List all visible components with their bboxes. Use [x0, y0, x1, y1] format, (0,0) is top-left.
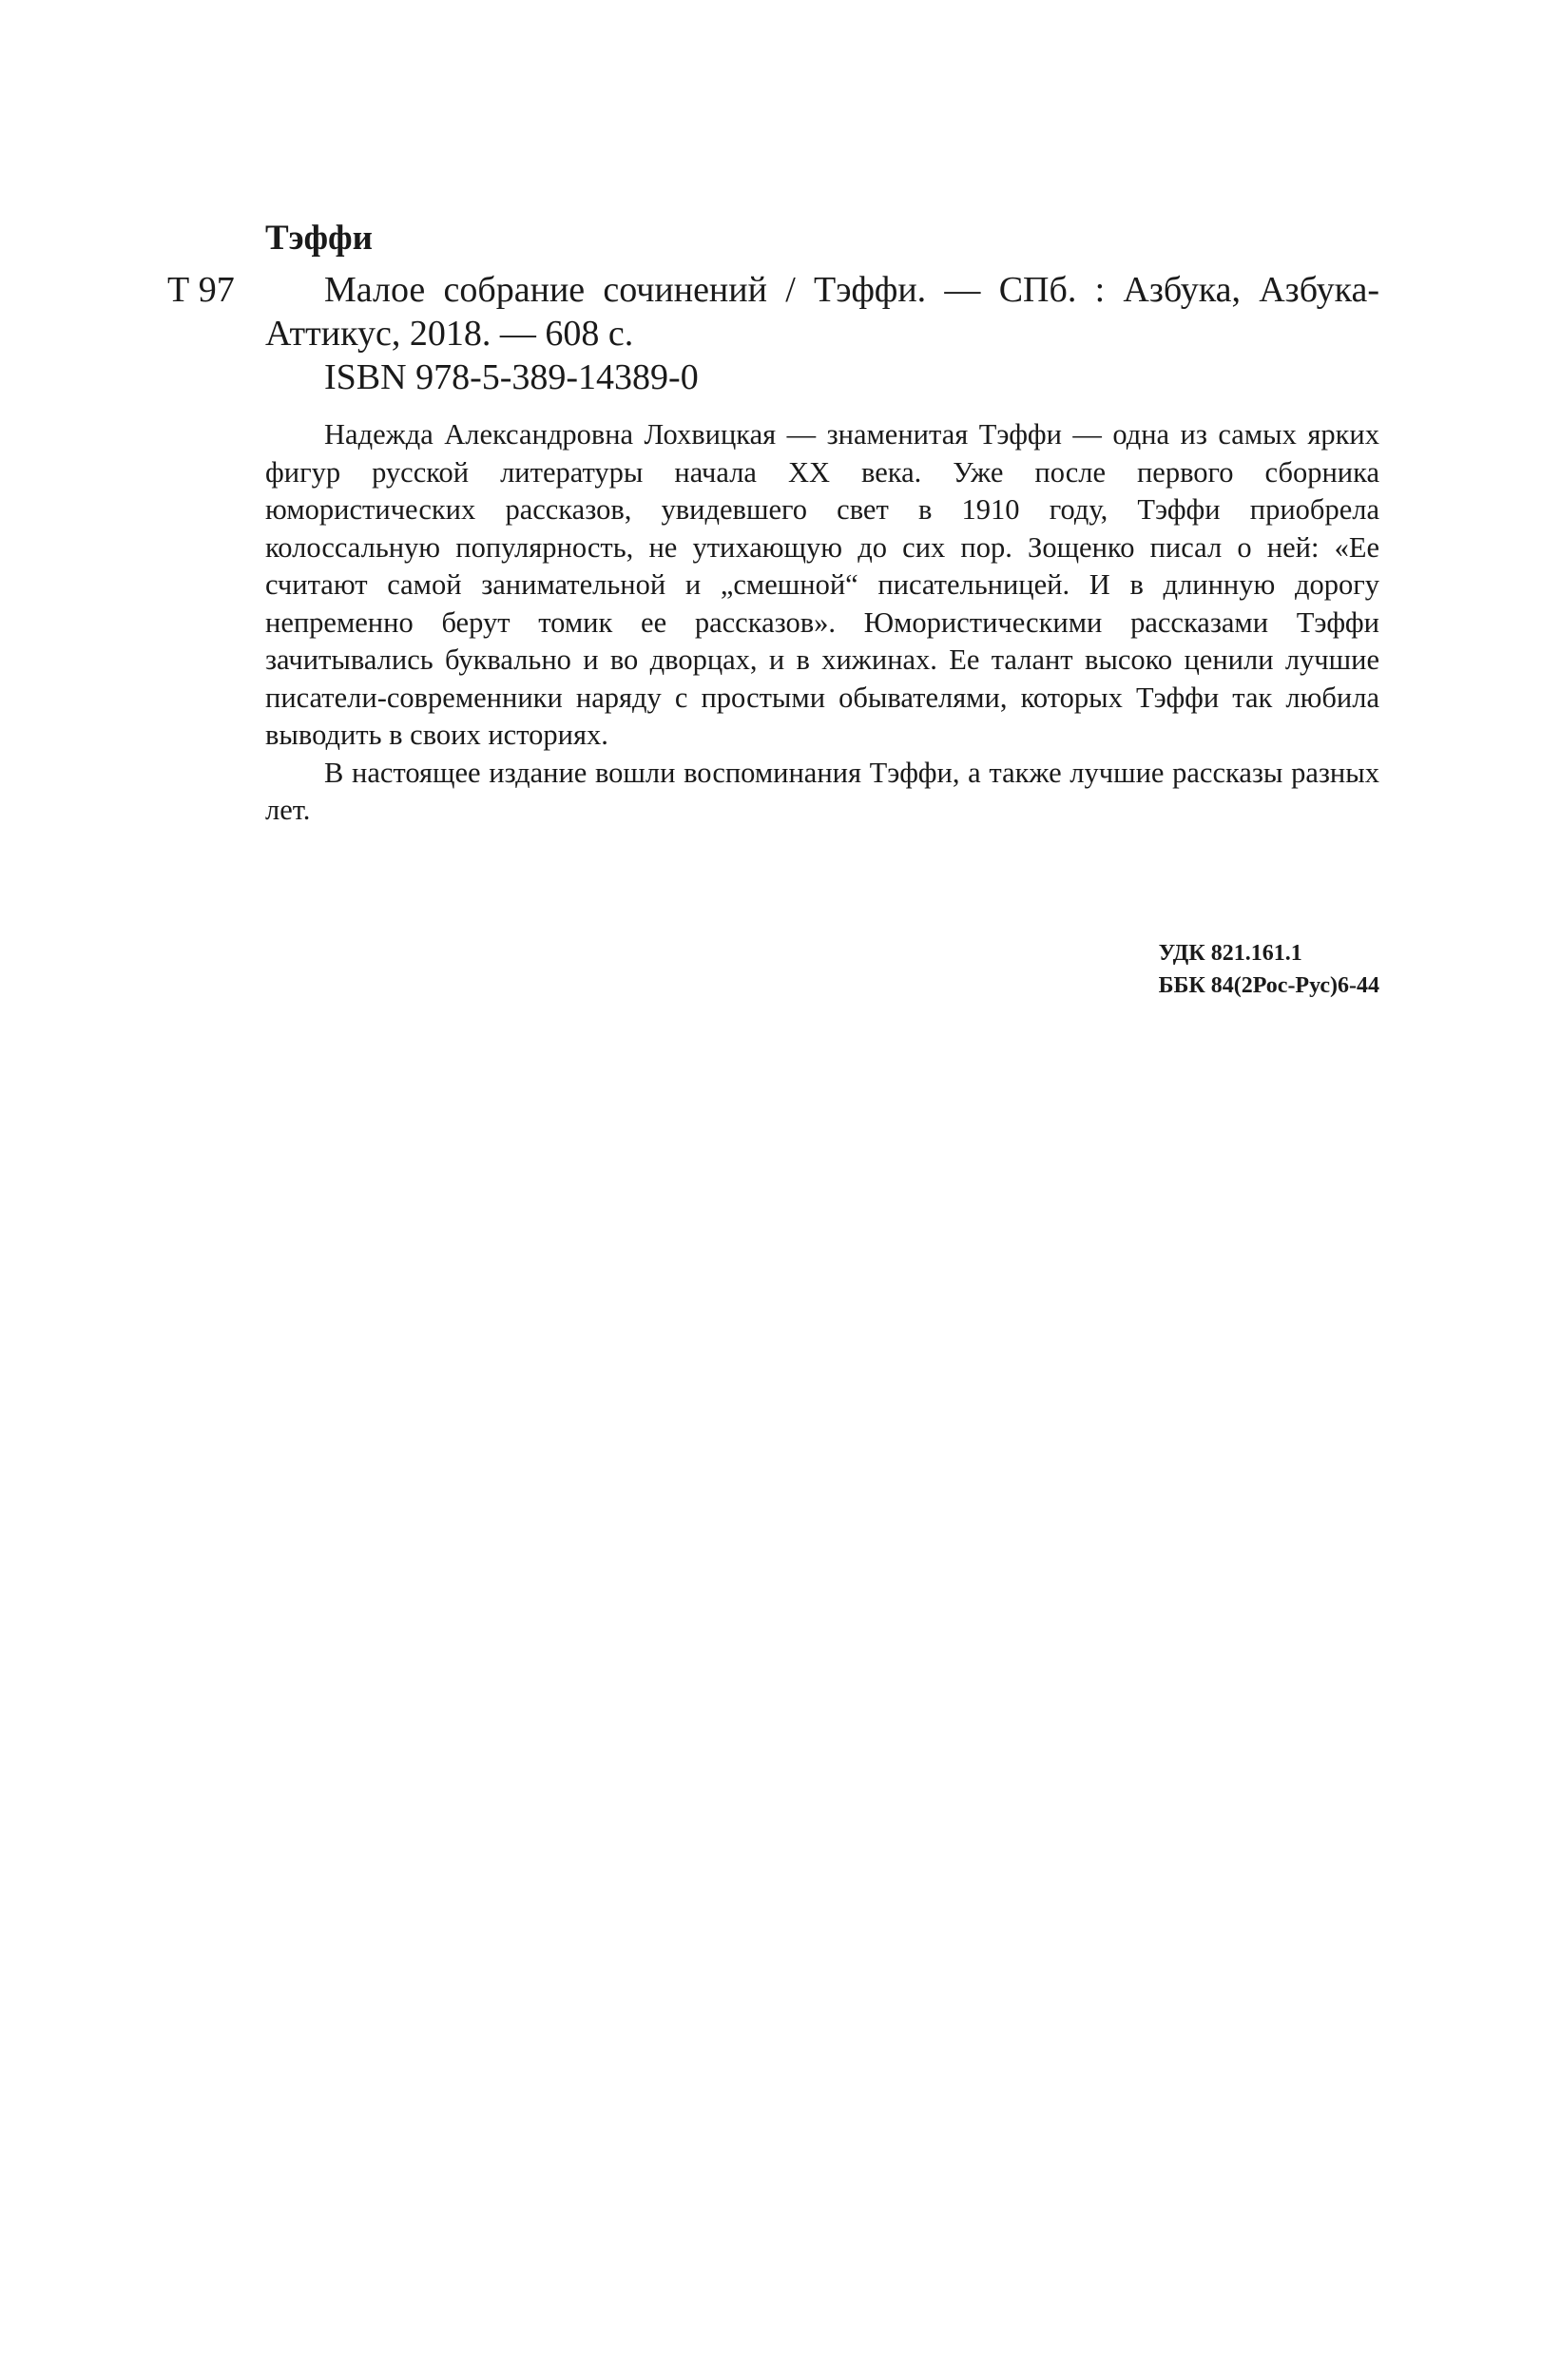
title-statement: Малое собрание сочинений / Тэффи. — СПб. : Азбука, Азбука-Аттикус, 2018. — 608 с.	[265, 270, 1379, 354]
isbn-line: ISBN 978-5-389-14389-0	[324, 357, 699, 397]
udk-code: УДК 821.161.1	[1158, 941, 1302, 966]
annotation	[265, 416, 1379, 830]
bibliographic-entry	[265, 268, 1379, 399]
library-cipher: Т 97	[167, 270, 235, 310]
author-heading: Тэффи	[265, 219, 373, 258]
bbk-code: ББК 84(2Рос-Рус)6-44	[1158, 973, 1379, 998]
annotation-paragraph-2: В настоящее издание вошли воспоминания Тэффи, а также лучшие рассказы разных лет.	[265, 756, 1379, 826]
annotation-paragraph-1: Надежда Александровна Лохвицкая — знаменитая Тэффи — одна из самых ярких фигур русской литературы начала XX века. Уже после первого сборника юмористических рассказов, увидевшего свет в 1910 году, Тэффи приобрела колоссальную популярность, не утихающую до сих пор. Зощенко писал о ней: «Ее считают самой занимательной и „смешной“ писательницей. И в длинную дорогу непременно берут томик ее рассказов». Юмористическими рассказами Тэффи зачитывались буквально и во дворцах, и в хижинах. Ее талант высоко ценили лучшие писатели-современники наряду с простыми обывателями, которых Тэффи так любила выводить в своих историях.	[265, 418, 1379, 751]
classification-codes	[1159, 937, 1379, 1002]
